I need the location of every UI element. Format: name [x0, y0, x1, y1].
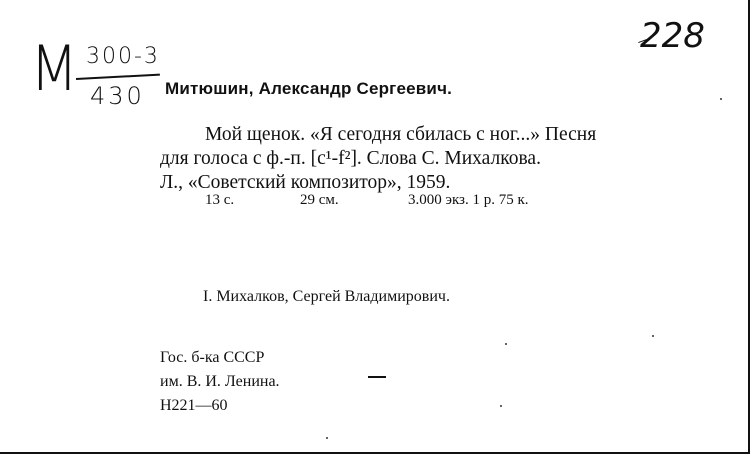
pencil-dash-mark [368, 376, 386, 378]
call-number-divider [76, 74, 160, 80]
description-line-3: Л., «Советский композитор», 1959. [160, 172, 451, 193]
call-number-letter: М [30, 32, 79, 105]
library-stamp [160, 346, 280, 418]
library-line-2: им. В. И. Ленина. [160, 373, 280, 390]
call-number-top: 300-3 [86, 44, 160, 69]
author-heading: Митюшин, Александр Сергеевич. [165, 79, 453, 98]
speck [720, 98, 722, 100]
speck [326, 437, 328, 439]
library-line-1: Гос. б-ка СССР [160, 349, 265, 366]
bibliographic-description [160, 123, 720, 195]
description-line-2: для голоса с ф.-п. [c¹-f²]. Слова С. Михалкова. [160, 148, 541, 169]
added-entry: I. Михалков, Сергей Владимирович. [203, 288, 450, 305]
collation-copies-price: 3.000 экз. 1 р. 75 к. [408, 192, 529, 208]
collation-pages: 13 с. [205, 192, 235, 208]
card-number: 228 [640, 16, 705, 56]
call-number-bottom: 430 [90, 82, 145, 110]
speck [652, 335, 654, 337]
speck [500, 405, 502, 407]
library-line-3: Н221—60 [160, 397, 228, 414]
speck [505, 343, 507, 345]
description-line-1: Мой щенок. «Я сегодня сбилась с ног...» Песня [205, 124, 597, 145]
collation-size: 29 см. [300, 192, 339, 208]
